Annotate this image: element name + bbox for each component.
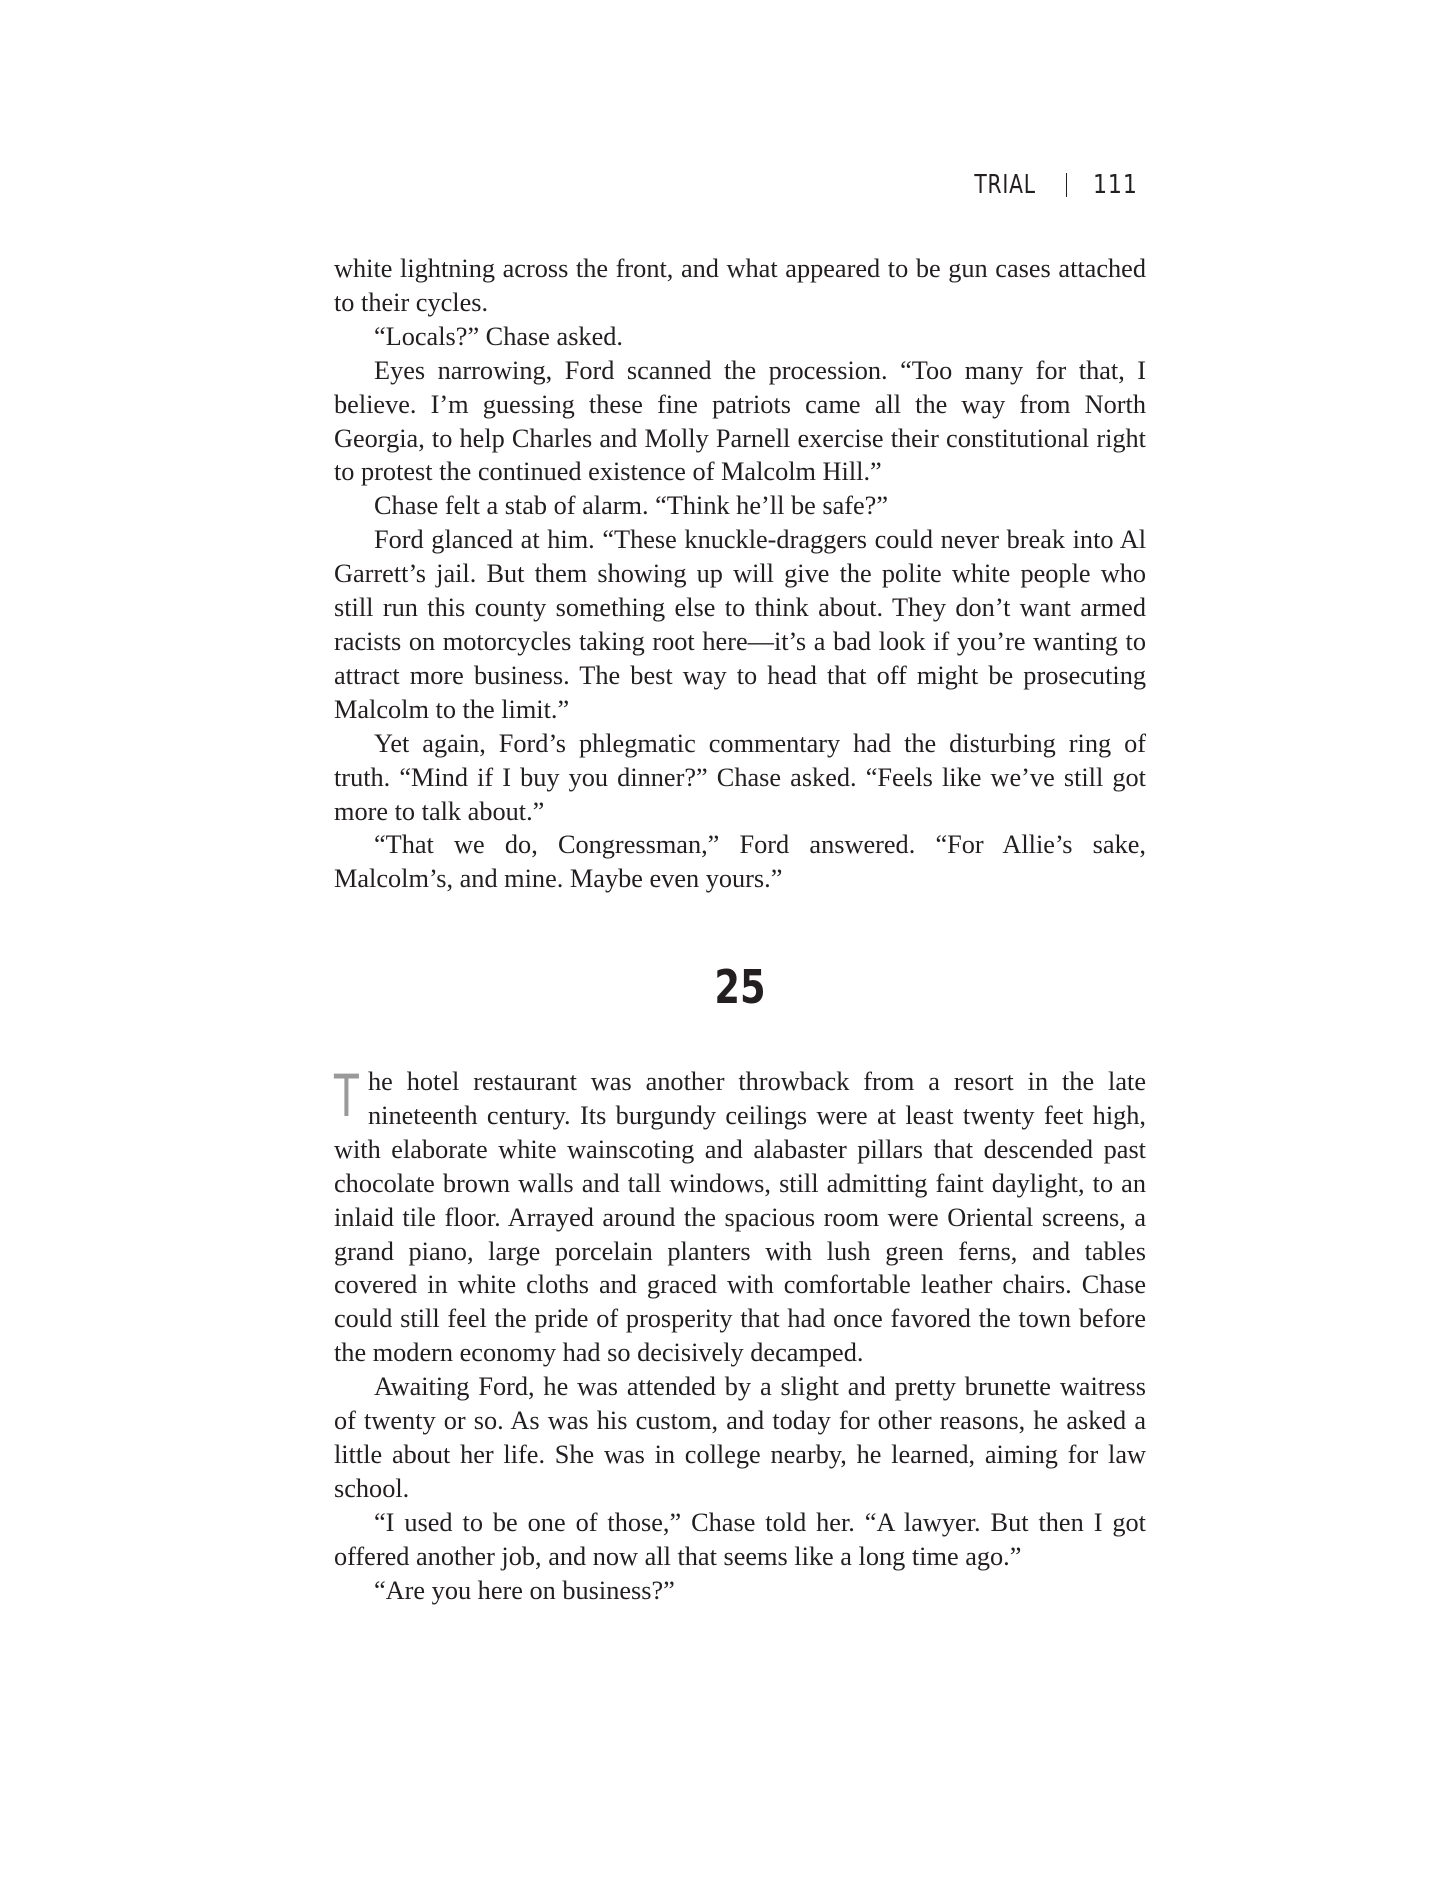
paragraph: “Locals?” Chase asked. <box>374 321 623 351</box>
page-number: 111 <box>1093 170 1139 200</box>
drop-cap: T <box>334 1062 359 1130</box>
chapter-number: 25 <box>714 960 766 1014</box>
paragraph: Ford glanced at him. “These knuckle-draggers could never break into Al Garrett’s jail. But them showing up will give the polite white people who still run this county something else to think about. They don’t want armed racists on motorcycles taking root here—it’s a bad look if you’re wanting to attract more business. The best way to head that off might be prosecuting Malcolm to the limit.” <box>334 525 1146 724</box>
paragraph: Yet again, Ford’s phlegmatic commentary had the disturbing ring of truth. “Mind if I buy you dinner?” Chase asked. “Feels like we’ve still got more to talk about.” <box>334 728 1146 826</box>
paragraph: “I used to be one of those,” Chase told her. “A lawyer. But then I got offered another job, and now all that seems like a long time ago.” <box>334 1507 1146 1571</box>
chapter-heading <box>0 960 1456 1014</box>
paragraph: Chase felt a stab of alarm. “Think he’ll be safe?” <box>374 491 889 521</box>
running-head-divider <box>1066 173 1067 197</box>
running-head <box>957 170 1146 200</box>
paragraph: Awaiting Ford, he was attended by a slight and pretty brunette waitress of twenty or so. As was his custom, and today for other reasons, he asked a little about her life. She was in college nearby, he learned, aiming for law school. <box>334 1372 1146 1503</box>
paragraph: Eyes narrowing, Ford scanned the procession. “Too many for that, I believe. I’m guessing these fine patriots came all the way from North Georgia, to help Charles and Molly Parnell exercise their constitutional right to protest the continued existence of Malcolm Hill.” <box>334 355 1146 487</box>
continued-text-block <box>334 252 1146 896</box>
chapter-opening-paragraph <box>334 1062 1146 1370</box>
paragraph: white lightning across the front, and what appeared to be gun cases attached to their cycles. <box>334 254 1146 317</box>
paragraph: “Are you here on business?” <box>374 1575 675 1605</box>
paragraph: “That we do, Congressman,” Ford answered. “For Allie’s sake, Malcolm’s, and mine. Maybe even yours.” <box>334 830 1146 894</box>
chapter-text-block <box>334 1062 1146 1608</box>
running-head-title: TRIAL <box>974 170 1037 200</box>
opening-paragraph-text: he hotel restaurant was another throwback from a resort in the late nineteenth century. Its burgundy ceilings were at least twenty feet high, with elaborate white wainscoting and alabaster pillars that descended past chocolate brown walls and tall windows, still admitting faint daylight, to an inlaid tile floor. Arrayed around the spacious room were Oriental screens, a grand piano, large porcelain planters with lush green ferns, and tables covered in white cloths and graced with comfortable leather chairs. Chase could still feel the pride of prosperity that had once favored the town before the modern economy had so decisively decamped. <box>334 1067 1146 1368</box>
